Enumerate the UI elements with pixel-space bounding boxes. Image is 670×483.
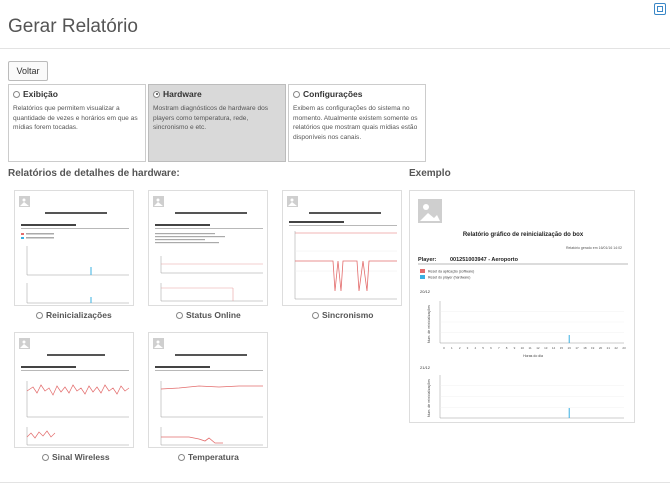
hour-tick-label: 6 (490, 346, 492, 350)
hour-tick-label: 4 (474, 346, 477, 350)
radio-temperatura[interactable] (178, 454, 185, 461)
legend-software: Reset da aplicação (software) (428, 269, 475, 274)
card-description: Mostram diagnósticos de hardware dos players como temperatura, rede, sincronismo e etc. (153, 105, 269, 131)
option-label: Reinicializações (46, 310, 112, 320)
option-label: Sinal Wireless (52, 452, 110, 462)
hour-tick-label: 19 (591, 346, 595, 350)
card-title: Exibição (23, 89, 58, 99)
hour-tick-label: 14 (551, 346, 556, 350)
hour-tick-label: 12 (536, 346, 540, 350)
thumbnail-sincronismo[interactable] (282, 190, 402, 306)
hour-tick-label: 22 (614, 346, 618, 350)
header-divider (0, 48, 670, 49)
hardware-option-temperatura[interactable] (178, 452, 239, 462)
chart2-y-axis-label: Num. de reinicializações (427, 379, 431, 417)
hour-tick-label: 18 (583, 346, 587, 350)
chart2-date: 21/12 (420, 365, 431, 370)
hour-tick-label: 7 (497, 346, 500, 350)
image-placeholder-icon (418, 199, 442, 223)
example-chart-2 (440, 375, 624, 418)
hour-tick-label: 5 (482, 346, 484, 350)
card-title: Configurações (303, 89, 363, 99)
hour-tick-label: 17 (575, 346, 579, 350)
player-label: Player: (418, 257, 437, 263)
back-button[interactable]: Voltar (8, 61, 48, 81)
player-value: 001251003947 - Aeroporto (450, 257, 518, 263)
report-generated-note: Relatório gerado em 16/01/16 14:02 (565, 246, 622, 250)
hour-tick-label: 8 (505, 346, 508, 350)
hour-tick-label: 3 (466, 346, 469, 350)
card-title: Hardware (163, 89, 202, 99)
hour-tick-label: 15 (559, 346, 564, 350)
hardware-option-reinicializacoes[interactable] (36, 310, 112, 320)
option-label: Temperatura (188, 452, 239, 462)
thumbnail-temperatura[interactable] (148, 332, 268, 448)
hour-tick-label: 11 (528, 346, 532, 350)
hour-tick-label: 21 (606, 346, 611, 350)
hour-tick-label: 9 (513, 346, 516, 350)
hour-tick-label: 1 (450, 346, 453, 350)
page-title: Gerar Relatório (8, 16, 138, 37)
report-type-card-configuracoes[interactable] (288, 84, 426, 162)
hour-tick-label: 2 (458, 346, 461, 350)
expand-icon[interactable] (654, 3, 666, 15)
card-description: Exibem as configurações do sistema no momento. Atualmente existem somente os relatórios que mostram quais mídias estão disponíveis nos canais. (293, 105, 418, 141)
example-title: Exemplo (409, 168, 451, 179)
thumbnail-sinal-wireless[interactable] (14, 332, 134, 448)
radio-sincronismo[interactable] (312, 312, 319, 319)
report-type-card-exibicao[interactable] (8, 84, 146, 162)
hardware-option-status-online[interactable] (176, 310, 241, 320)
radio-configuracoes[interactable] (293, 91, 300, 98)
radio-exibicao[interactable] (13, 91, 20, 98)
chart1-date: 20/12 (420, 289, 431, 294)
card-description: Relatórios que permitem visualizar a quantidade de vezes e horários em que as mídias forem tocadas. (13, 105, 138, 131)
report-type-card-hardware[interactable] (148, 84, 286, 162)
hardware-option-sincronismo[interactable] (312, 310, 373, 320)
option-label: Status Online (186, 310, 241, 320)
hour-tick-label: 20 (598, 346, 603, 350)
hour-tick-label: 23 (622, 346, 626, 350)
hour-tick-label: 0 (443, 346, 445, 350)
example-report-preview (409, 190, 635, 423)
hardware-option-sinal-wireless[interactable] (42, 452, 110, 462)
thumbnail-status-online[interactable] (148, 190, 268, 306)
chart1-x-axis-label: Horas do dia (523, 354, 543, 358)
radio-hardware[interactable] (153, 91, 160, 98)
hour-tick-label: 16 (567, 346, 571, 350)
radio-status-online[interactable] (176, 312, 183, 319)
hour-tick-label: 10 (520, 346, 524, 350)
radio-reinicializacoes[interactable] (36, 312, 43, 319)
legend-hardware: Reset do player (hardware) (428, 275, 471, 280)
example-chart-1 (440, 301, 626, 350)
hardware-section-title: Relatórios de detalhes de hardware: (8, 168, 180, 179)
thumbnail-reinicializacoes[interactable] (14, 190, 134, 306)
radio-sinal-wireless[interactable] (42, 454, 49, 461)
report-title: Relatório gráfico de reinicialização do box (462, 232, 584, 238)
option-label: Sincronismo (322, 310, 374, 320)
chart1-y-axis-label: Num. de reinicializações (427, 305, 431, 343)
hour-tick-label: 13 (544, 346, 548, 350)
